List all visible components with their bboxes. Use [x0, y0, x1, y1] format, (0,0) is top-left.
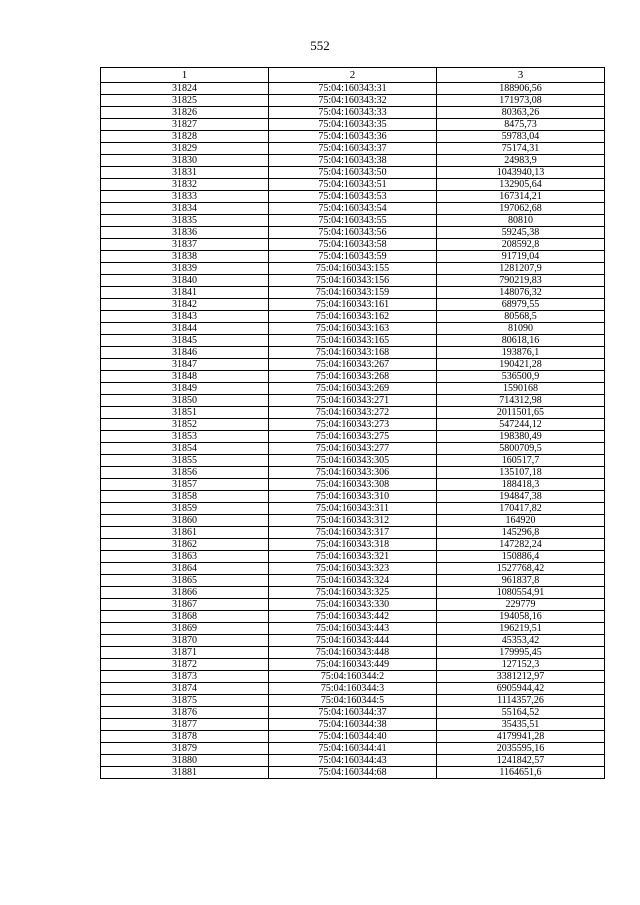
cadastral-number-cell: 75:04:160344:68: [269, 767, 437, 779]
value-cell: 536500,9: [437, 371, 605, 383]
cadastral-number-cell: 75:04:160343:448: [269, 647, 437, 659]
cadastral-number-cell: 75:04:160344:5: [269, 695, 437, 707]
value-cell: 1281207,9: [437, 263, 605, 275]
value-cell: 193876,1: [437, 347, 605, 359]
table-row: [101, 539, 605, 551]
cadastral-number-cell: 75:04:160343:449: [269, 659, 437, 671]
row-number-cell: 31845: [101, 335, 269, 347]
row-number-cell: 31839: [101, 263, 269, 275]
value-cell: 132905,64: [437, 179, 605, 191]
cadastral-number-cell: 75:04:160343:165: [269, 335, 437, 347]
table-row: [101, 599, 605, 611]
table-body: [101, 83, 605, 779]
value-cell: 188418,3: [437, 479, 605, 491]
row-number-cell: 31842: [101, 299, 269, 311]
value-cell: 194847,38: [437, 491, 605, 503]
row-number-cell: 31859: [101, 503, 269, 515]
value-cell: 127152,3: [437, 659, 605, 671]
value-cell: 170417,82: [437, 503, 605, 515]
value-cell: 1590168: [437, 383, 605, 395]
table-row: [101, 119, 605, 131]
value-cell: 229779: [437, 599, 605, 611]
cadastral-number-cell: 75:04:160343:444: [269, 635, 437, 647]
cadastral-number-cell: 75:04:160344:3: [269, 683, 437, 695]
cadastral-number-cell: 75:04:160343:306: [269, 467, 437, 479]
table-row: [101, 683, 605, 695]
row-number-cell: 31869: [101, 623, 269, 635]
row-number-cell: 31837: [101, 239, 269, 251]
cadastral-number-cell: 75:04:160343:323: [269, 563, 437, 575]
cadastral-number-cell: 75:04:160343:159: [269, 287, 437, 299]
value-cell: 2035595,16: [437, 743, 605, 755]
table-row: [101, 743, 605, 755]
value-cell: 3381212,97: [437, 671, 605, 683]
row-number-cell: 31843: [101, 311, 269, 323]
table-row: [101, 239, 605, 251]
row-number-cell: 31866: [101, 587, 269, 599]
table-row: [101, 611, 605, 623]
row-number-cell: 31876: [101, 707, 269, 719]
table-row: [101, 479, 605, 491]
table-row: [101, 203, 605, 215]
row-number-cell: 31862: [101, 539, 269, 551]
cadastral-number-cell: 75:04:160343:55: [269, 215, 437, 227]
cadastral-number-cell: 75:04:160343:59: [269, 251, 437, 263]
row-number-cell: 31854: [101, 443, 269, 455]
value-cell: 24983,9: [437, 155, 605, 167]
value-cell: 75174,31: [437, 143, 605, 155]
table-row: [101, 659, 605, 671]
cadastral-number-cell: 75:04:160343:308: [269, 479, 437, 491]
table-row: [101, 143, 605, 155]
table-row: [101, 359, 605, 371]
value-cell: 8475,73: [437, 119, 605, 131]
row-number-cell: 31872: [101, 659, 269, 671]
cadastral-number-cell: 75:04:160343:56: [269, 227, 437, 239]
row-number-cell: 31850: [101, 395, 269, 407]
value-cell: 59245,38: [437, 227, 605, 239]
value-cell: 6905944,42: [437, 683, 605, 695]
cadastral-number-cell: 75:04:160343:330: [269, 599, 437, 611]
value-cell: 714312,98: [437, 395, 605, 407]
table-row: [101, 635, 605, 647]
table-row: [101, 467, 605, 479]
cadastral-number-cell: 75:04:160343:32: [269, 95, 437, 107]
value-cell: 59783,04: [437, 131, 605, 143]
cadastral-number-cell: 75:04:160343:168: [269, 347, 437, 359]
row-number-cell: 31832: [101, 179, 269, 191]
row-number-cell: 31855: [101, 455, 269, 467]
row-number-cell: 31844: [101, 323, 269, 335]
table-row: [101, 131, 605, 143]
cadastral-number-cell: 75:04:160343:312: [269, 515, 437, 527]
table-row: [101, 563, 605, 575]
row-number-cell: 31858: [101, 491, 269, 503]
value-cell: 160517,7: [437, 455, 605, 467]
column-header-3: 3: [437, 68, 605, 83]
cadastral-number-cell: 75:04:160343:155: [269, 263, 437, 275]
cadastral-number-cell: 75:04:160343:38: [269, 155, 437, 167]
table-row: [101, 95, 605, 107]
row-number-cell: 31825: [101, 95, 269, 107]
page-number: 552: [310, 38, 330, 53]
row-number-cell: 31853: [101, 431, 269, 443]
table-row: [101, 707, 605, 719]
value-cell: 45353,42: [437, 635, 605, 647]
row-number-cell: 31831: [101, 167, 269, 179]
table-row: [101, 671, 605, 683]
cadastral-number-cell: 75:04:160343:267: [269, 359, 437, 371]
table-row: [101, 395, 605, 407]
cadastral-number-cell: 75:04:160343:50: [269, 167, 437, 179]
cadastral-number-cell: 75:04:160343:31: [269, 83, 437, 95]
value-cell: 1114357,26: [437, 695, 605, 707]
cadastral-number-cell: 75:04:160344:2: [269, 671, 437, 683]
cadastral-number-cell: 75:04:160344:43: [269, 755, 437, 767]
table-row: [101, 719, 605, 731]
cadastral-number-cell: 75:04:160343:163: [269, 323, 437, 335]
row-number-cell: 31833: [101, 191, 269, 203]
cadastral-number-cell: 75:04:160343:161: [269, 299, 437, 311]
value-cell: 167314,21: [437, 191, 605, 203]
table-row: [101, 251, 605, 263]
value-cell: 164920: [437, 515, 605, 527]
row-number-cell: 31827: [101, 119, 269, 131]
value-cell: 790219,83: [437, 275, 605, 287]
row-number-cell: 31870: [101, 635, 269, 647]
table-row: [101, 263, 605, 275]
table-row: [101, 287, 605, 299]
table-row: [101, 347, 605, 359]
value-cell: 1043940,13: [437, 167, 605, 179]
cadastral-number-cell: 75:04:160343:51: [269, 179, 437, 191]
table-row: [101, 323, 605, 335]
row-number-cell: 31860: [101, 515, 269, 527]
column-header-2: 2: [269, 68, 437, 83]
cadastral-number-cell: 75:04:160343:305: [269, 455, 437, 467]
value-cell: 1527768,42: [437, 563, 605, 575]
value-cell: 547244,12: [437, 419, 605, 431]
row-number-cell: 31835: [101, 215, 269, 227]
table-row: [101, 227, 605, 239]
value-cell: 196219,51: [437, 623, 605, 635]
table-row: [101, 107, 605, 119]
table-row: [101, 527, 605, 539]
value-cell: 81090: [437, 323, 605, 335]
row-number-cell: 31878: [101, 731, 269, 743]
value-cell: 171973,08: [437, 95, 605, 107]
row-number-cell: 31846: [101, 347, 269, 359]
cadastral-number-cell: 75:04:160343:311: [269, 503, 437, 515]
cadastral-number-cell: 75:04:160343:162: [269, 311, 437, 323]
table-row: [101, 731, 605, 743]
table-row: [101, 155, 605, 167]
row-number-cell: 31861: [101, 527, 269, 539]
value-cell: 1164651,6: [437, 767, 605, 779]
row-number-cell: 31874: [101, 683, 269, 695]
row-number-cell: 31877: [101, 719, 269, 731]
cadastral-number-cell: 75:04:160343:310: [269, 491, 437, 503]
row-number-cell: 31856: [101, 467, 269, 479]
value-cell: 1080554,91: [437, 587, 605, 599]
cadastral-number-cell: 75:04:160343:272: [269, 407, 437, 419]
row-number-cell: 31840: [101, 275, 269, 287]
table-row: [101, 455, 605, 467]
table-row: [101, 431, 605, 443]
row-number-cell: 31841: [101, 287, 269, 299]
table-row: [101, 383, 605, 395]
row-number-cell: 31847: [101, 359, 269, 371]
row-number-cell: 31826: [101, 107, 269, 119]
value-cell: 4179941,28: [437, 731, 605, 743]
value-cell: 1241842,57: [437, 755, 605, 767]
cadastral-number-cell: 75:04:160343:443: [269, 623, 437, 635]
row-number-cell: 31864: [101, 563, 269, 575]
row-number-cell: 31863: [101, 551, 269, 563]
cadastral-number-cell: 75:04:160343:37: [269, 143, 437, 155]
row-number-cell: 31879: [101, 743, 269, 755]
value-cell: 179995,45: [437, 647, 605, 659]
row-number-cell: 31852: [101, 419, 269, 431]
value-cell: 150886,4: [437, 551, 605, 563]
value-cell: 5800709,5: [437, 443, 605, 455]
value-cell: 55164,52: [437, 707, 605, 719]
row-number-cell: 31849: [101, 383, 269, 395]
cadastral-number-cell: 75:04:160343:268: [269, 371, 437, 383]
cadastral-number-cell: 75:04:160343:33: [269, 107, 437, 119]
value-cell: 80568,5: [437, 311, 605, 323]
table-row: [101, 443, 605, 455]
table-row: [101, 215, 605, 227]
table-row: [101, 371, 605, 383]
row-number-cell: 31834: [101, 203, 269, 215]
column-header-1: 1: [101, 68, 269, 83]
cadastral-number-cell: 75:04:160343:35: [269, 119, 437, 131]
row-number-cell: 31875: [101, 695, 269, 707]
cadastral-number-cell: 75:04:160343:317: [269, 527, 437, 539]
table-row: [101, 623, 605, 635]
cadastral-number-cell: 75:04:160343:53: [269, 191, 437, 203]
value-cell: 147282,24: [437, 539, 605, 551]
cadastral-number-cell: 75:04:160343:442: [269, 611, 437, 623]
table-row: [101, 335, 605, 347]
cadastral-number-cell: 75:04:160344:41: [269, 743, 437, 755]
table-row: [101, 767, 605, 779]
cadastral-number-cell: 75:04:160344:38: [269, 719, 437, 731]
cadastral-number-cell: 75:04:160343:321: [269, 551, 437, 563]
value-cell: 208592,8: [437, 239, 605, 251]
value-cell: 68979,55: [437, 299, 605, 311]
row-number-cell: 31865: [101, 575, 269, 587]
cadastral-number-cell: 75:04:160343:54: [269, 203, 437, 215]
value-cell: 198380,49: [437, 431, 605, 443]
table-row: [101, 311, 605, 323]
table-row: [101, 83, 605, 95]
row-number-cell: 31880: [101, 755, 269, 767]
row-number-cell: 31851: [101, 407, 269, 419]
cadastral-number-cell: 75:04:160343:58: [269, 239, 437, 251]
table-row: [101, 551, 605, 563]
table-row: [101, 647, 605, 659]
cadastral-number-cell: 75:04:160343:36: [269, 131, 437, 143]
row-number-cell: 31848: [101, 371, 269, 383]
table-row: [101, 275, 605, 287]
value-cell: 35435,51: [437, 719, 605, 731]
value-cell: 80618,16: [437, 335, 605, 347]
cadastral-number-cell: 75:04:160344:40: [269, 731, 437, 743]
cadastral-number-cell: 75:04:160343:156: [269, 275, 437, 287]
cadastral-number-cell: 75:04:160343:324: [269, 575, 437, 587]
value-cell: 145296,8: [437, 527, 605, 539]
table-row: [101, 695, 605, 707]
cadastral-number-cell: 75:04:160343:269: [269, 383, 437, 395]
value-cell: 91719,04: [437, 251, 605, 263]
table-row: [101, 575, 605, 587]
row-number-cell: 31829: [101, 143, 269, 155]
cadastral-number-cell: 75:04:160344:37: [269, 707, 437, 719]
value-cell: 80810: [437, 215, 605, 227]
row-number-cell: 31867: [101, 599, 269, 611]
cadastral-number-cell: 75:04:160343:275: [269, 431, 437, 443]
row-number-cell: 31873: [101, 671, 269, 683]
row-number-cell: 31836: [101, 227, 269, 239]
row-number-cell: 31828: [101, 131, 269, 143]
value-cell: 190421,28: [437, 359, 605, 371]
row-number-cell: 31868: [101, 611, 269, 623]
value-cell: 148076,32: [437, 287, 605, 299]
value-cell: 188906,56: [437, 83, 605, 95]
table-row: [101, 755, 605, 767]
table-row: [101, 407, 605, 419]
value-cell: 80363,26: [437, 107, 605, 119]
row-number-cell: 31881: [101, 767, 269, 779]
table-row: [101, 179, 605, 191]
table-row: [101, 419, 605, 431]
value-cell: 197062,68: [437, 203, 605, 215]
data-table: [100, 67, 605, 779]
table-row: [101, 191, 605, 203]
row-number-cell: 31838: [101, 251, 269, 263]
header-row: [101, 68, 605, 83]
table-row: [101, 515, 605, 527]
row-number-cell: 31857: [101, 479, 269, 491]
cadastral-number-cell: 75:04:160343:318: [269, 539, 437, 551]
table-row: [101, 167, 605, 179]
value-cell: 961837,8: [437, 575, 605, 587]
cadastral-number-cell: 75:04:160343:325: [269, 587, 437, 599]
cadastral-number-cell: 75:04:160343:277: [269, 443, 437, 455]
value-cell: 135107,18: [437, 467, 605, 479]
table-row: [101, 299, 605, 311]
value-cell: 2011501,65: [437, 407, 605, 419]
table-row: [101, 587, 605, 599]
cadastral-number-cell: 75:04:160343:273: [269, 419, 437, 431]
table-row: [101, 491, 605, 503]
row-number-cell: 31830: [101, 155, 269, 167]
value-cell: 194058,16: [437, 611, 605, 623]
cadastral-number-cell: 75:04:160343:271: [269, 395, 437, 407]
row-number-cell: 31824: [101, 83, 269, 95]
table-row: [101, 503, 605, 515]
row-number-cell: 31871: [101, 647, 269, 659]
